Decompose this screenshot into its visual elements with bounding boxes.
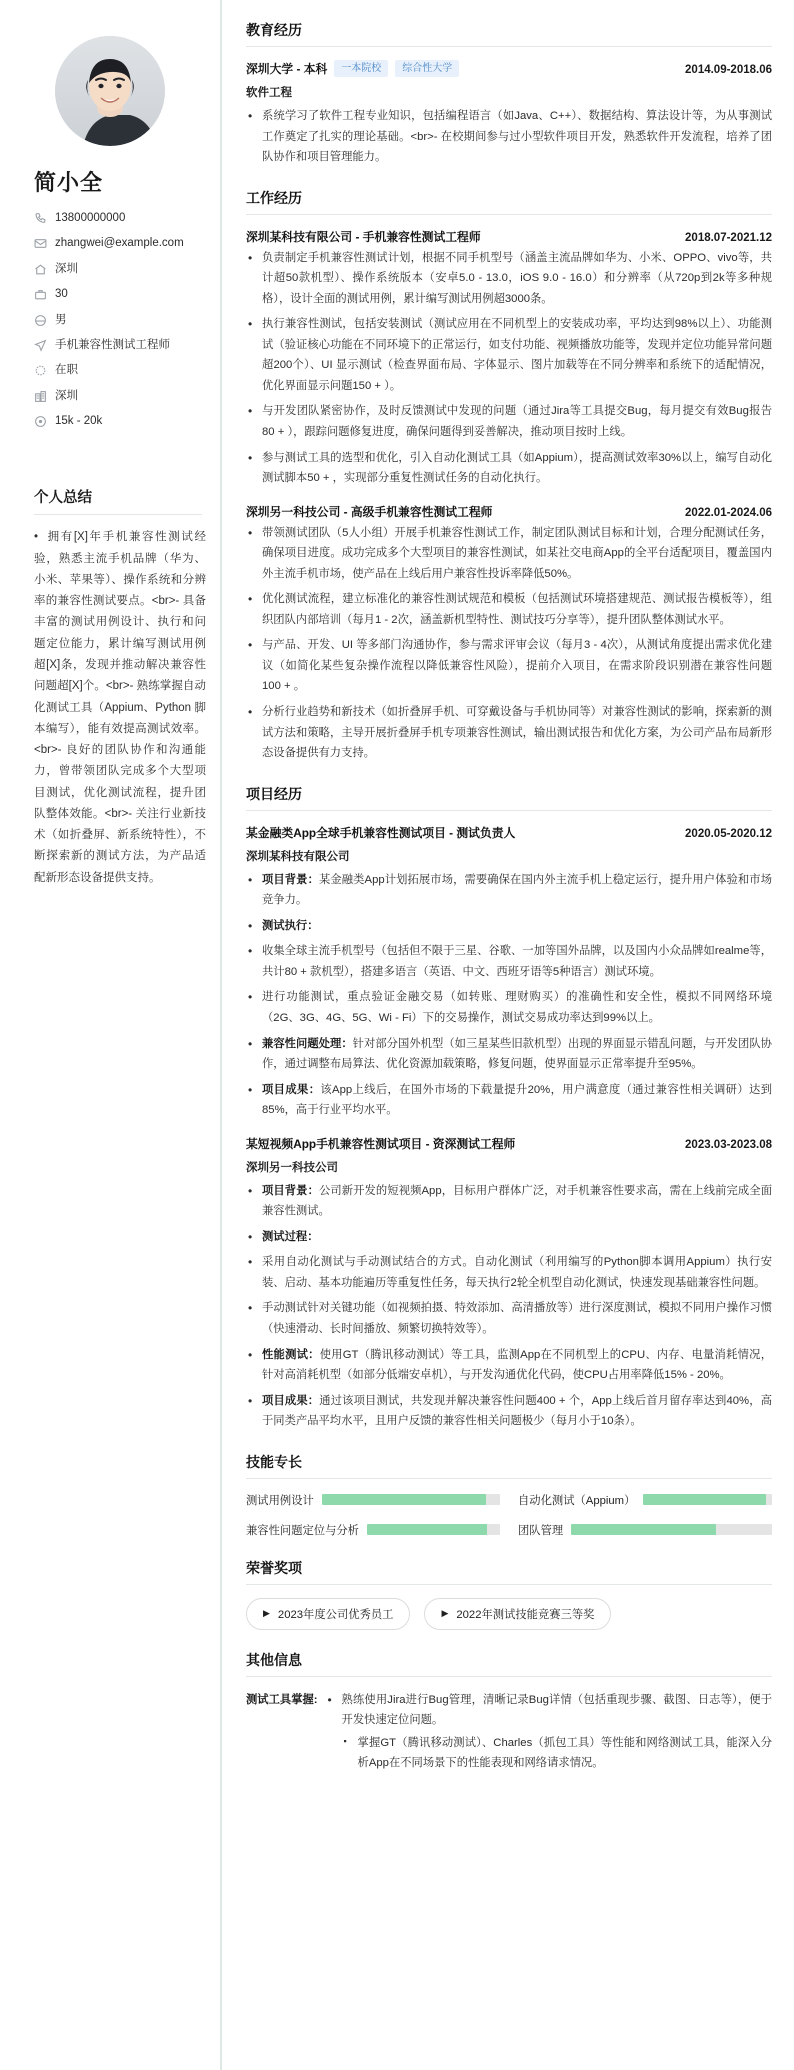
project-date: 2023.03-2023.08 — [685, 1138, 772, 1151]
bullet: • 与产品、开发、UI 等多部门沟通协作，参与需求评审会议（每月3 - 4次），从测试角度提出需求优化建议（如简化某些复杂操作流程以降低兼容性风险），提前介入项目，在需求阶段识别潜在兼容性问题100 + 。 — [246, 635, 772, 697]
position-icon — [34, 339, 47, 352]
award-chip[interactable] — [424, 1598, 611, 1630]
bullet: • 进行功能测试，重点验证金融交易（如转账、理财购买）的准确性和安全性，模拟不同网络环境（2G、3G、4G、5G、Wi - Fi）下的交易操作，测试交易成功率达到99%以上。 — [246, 987, 772, 1028]
work-entry — [246, 503, 772, 764]
bullet: • 测试过程： — [246, 1227, 772, 1248]
skill-fill — [571, 1524, 716, 1535]
gender-icon — [34, 314, 47, 327]
project-entry — [246, 824, 772, 1121]
skill-row — [246, 1492, 500, 1508]
work-entry-head — [246, 503, 772, 520]
info-value: zhangwei@example.com — [55, 237, 184, 250]
info-value: 在职 — [55, 364, 78, 377]
avatar-photo-icon — [55, 36, 165, 146]
school-tag-2: 综合性大学 — [395, 60, 459, 77]
project-bullets — [246, 1181, 772, 1432]
info-value: 15k - 20k — [55, 415, 103, 427]
project-date: 2020.05-2020.12 — [685, 827, 772, 840]
work-date: 2018.07-2021.12 — [685, 231, 772, 244]
status-icon — [34, 364, 47, 377]
skill-bar — [571, 1524, 772, 1535]
age-icon — [34, 288, 47, 301]
summary-section-title: 个人总结 — [34, 486, 202, 515]
awards-row — [246, 1598, 772, 1630]
bullet: • 测试执行： — [246, 916, 772, 937]
project-org: 深圳另一科技公司 — [246, 1161, 338, 1174]
other-info-body — [326, 1690, 772, 1774]
summary-text: • 拥有[X]年手机兼容性测试经验，熟悉主流手机品牌（华为、小米、苹果等）、操作系统和分辨率的兼容性测试要点。<br>- 具备丰富的测试用例设计、执行和问题定位能力，累计编写测试用例超[X]条，发现并推动解决兼容性问题超[X]个。<br>- 熟练掌握自动化测试工具（Appium、Python 脚本编写），能有效提高测试效率。<br>- 良好的团队协作和沟通能力，曾带领团队完成多个大型项目测试，优化测试流程，提升团队整体效能。<br>- 关注行业新技术（如折叠屏、新系统特性），不断探索新的测试方法，为产品适配新形态设备提供支持。 — [34, 531, 206, 884]
other-info-label: 测试工具掌握: — [246, 1693, 318, 1706]
bullet: • 项目成果：通过该项目测试，共发现并解决兼容性问题400 + 个，App上线后首月留存率达到40%，高于同类产品平均水平，且用户反馈的兼容性相关问题极少（每月小于10条）。 — [246, 1391, 772, 1432]
education-major: 软件工程 — [246, 87, 292, 99]
info-row-hometown — [34, 262, 202, 276]
sub-bullet: ▪ 掌握GT（腾讯移动测试）、Charles（抓包工具）等性能和网络测试工具，能深入分析App在不同场景下的性能表现和网络请求情况。 — [344, 1733, 772, 1774]
play-triangle-icon: ▶ — [263, 1608, 270, 1619]
candidate-name: 简小全 — [34, 170, 104, 195]
bullet: • 优化测试流程，建立标准化的兼容性测试规范和模板（包括测试环境搭建规范、测试报告模板等），组织团队内部培训（每月1 - 2次，涵盖新机型特性、测试技巧分享等），提升团队整体测试水平。 — [246, 589, 772, 630]
education-date: 2014.09-2018.06 — [685, 64, 772, 76]
city-icon — [34, 390, 47, 403]
section-awards — [246, 1558, 772, 1630]
work-company: 深圳另一科技公司 - 高级手机兼容性测试工程师 — [246, 504, 493, 519]
section-title-awards: 荣誉奖项 — [246, 1558, 772, 1585]
project-bullets — [246, 870, 772, 1121]
section-projects — [246, 784, 772, 1432]
bullet: • 项目成果：该App上线后，在国外市场的下载量提升20%，用户满意度（通过兼容性相关调研）达到85%，高于行业平均水平。 — [246, 1080, 772, 1121]
bullet: • 项目背景：公司新开发的短视频App，目标用户群体广泛，对手机兼容性要求高，需在上线前完成全面兼容性测试。 — [246, 1181, 772, 1222]
project-entry-head — [246, 824, 772, 841]
info-value: 男 — [55, 313, 67, 326]
section-title-skills: 技能专长 — [246, 1452, 772, 1479]
skill-name: 自动化测试（Appium） — [518, 1494, 636, 1507]
skill-row — [518, 1492, 772, 1508]
bullet: • 参与测试工具的选型和优化，引入自动化测试工具（如Appium），提高测试效率30%以上，编写自动化测试脚本50 + ，实现部分重复性测试任务的自动化执行。 — [246, 448, 772, 489]
school-tag-1: 一本院校 — [334, 60, 388, 77]
bullet: • 执行兼容性测试，包括安装测试（测试应用在不同机型上的安装成功率，平均达到98%以上）、功能测试（验证核心功能在不同环境下的正常运行，如支付功能、视频播放功能等，发现并定位功能异常问题超200个）、UI 显示测试（检查界面布局、字体显示、图片加载等在不同分辨率和系统下的适配情况，优化界面显示问题150 + ）。 — [246, 314, 772, 396]
info-value: 深圳 — [55, 262, 78, 275]
skill-fill — [367, 1524, 487, 1535]
sidebar — [0, 0, 220, 2070]
work-company: 深圳某科技有限公司 - 手机兼容性测试工程师 — [246, 229, 481, 244]
bullet: • 采用自动化测试与手动测试结合的方式。自动化测试（利用编写的Python脚本调用Appium）执行安装、启动、基本功能遍历等重复性任务，每天执行2轮全机型自动化测试，快速发现基础兼容性问题。 — [246, 1252, 772, 1293]
project-name: 某金融类App全球手机兼容性测试项目 - 测试负责人 — [246, 825, 516, 840]
section-work — [246, 188, 772, 764]
bullet: • 分析行业趋势和新技术（如折叠屏手机、可穿戴设备与手机协同等）对兼容性测试的影响，探索新的测试方法和策略，主导开展折叠屏手机专项兼容性测试，输出测试报告和优化方案，为公司产品布局新形态设备提供有力支持。 — [246, 702, 772, 764]
info-row-city — [34, 389, 202, 403]
work-bullets — [246, 523, 772, 764]
skill-fill — [643, 1494, 765, 1505]
info-row-salary — [34, 414, 202, 428]
home-icon — [34, 263, 47, 276]
project-name: 某短视频App手机兼容性测试项目 - 资深测试工程师 — [246, 1136, 516, 1151]
other-sub-bullets — [344, 1733, 772, 1774]
work-entry-head — [246, 228, 772, 245]
bullet: • 性能测试：使用GT（腾讯移动测试）等工具，监测App在不同机型上的CPU、内存、电量消耗情况，针对高消耗机型（如部分低端安卓机），与开发沟通优化代码，使CPU占用率降低15% - 20%。 — [246, 1345, 772, 1386]
skill-row — [246, 1522, 500, 1538]
info-row-phone — [34, 211, 202, 225]
bullet: • 带领测试团队（5人小组）开展手机兼容性测试工作，制定团队测试目标和计划，合理分配测试任务，确保项目进度。成功完成多个大型项目的兼容性测试，如某社交电商App的全平台适配项目，覆盖国内外主流手机市场，使产品在上线后用户兼容性投诉率降低50%。 — [246, 523, 772, 585]
info-row-gender — [34, 313, 202, 327]
info-row-age — [34, 287, 202, 301]
section-title-projects: 项目经历 — [246, 784, 772, 811]
skill-bar — [322, 1494, 500, 1505]
award-chip[interactable] — [246, 1598, 410, 1630]
skill-name: 兼容性问题定位与分析 — [246, 1524, 359, 1537]
bullet: • 熟练使用Jira进行Bug管理，清晰记录Bug详情（包括重现步骤、截图、日志等），便于开发快速定位问题。 — [326, 1690, 772, 1731]
work-bullets — [246, 248, 772, 489]
section-title-work: 工作经历 — [246, 188, 772, 215]
section-education — [246, 20, 772, 168]
info-value: 30 — [55, 288, 68, 301]
skill-name: 测试用例设计 — [246, 1494, 314, 1507]
avatar — [55, 36, 165, 146]
other-bullets — [326, 1690, 772, 1731]
play-triangle-icon: ▶ — [441, 1608, 449, 1619]
bullet: • 与开发团队紧密协作，及时反馈测试中发现的问题（通过Jira等工具提交Bug，每月提交有效Bug报告80 + ），跟踪问题修复进度，确保问题得到妥善解决，推动项目按时上线。 — [246, 401, 772, 442]
info-row-position — [34, 338, 202, 352]
skill-bar — [643, 1494, 772, 1505]
education-entry-head — [246, 60, 772, 77]
bullet: • 项目背景：某金融类App计划拓展市场，需要确保在国内外主流手机上稳定运行，提升用户体验和市场竞争力。 — [246, 870, 772, 911]
other-info-row — [246, 1690, 772, 1774]
section-title-other-info: 其他信息 — [246, 1650, 772, 1677]
skill-bar — [367, 1524, 500, 1535]
education-bullets — [246, 106, 772, 168]
section-skills — [246, 1452, 772, 1538]
education-entry — [246, 60, 772, 168]
info-value: 深圳 — [55, 389, 78, 402]
info-value: 手机兼容性测试工程师 — [55, 338, 170, 351]
info-value: 13800000000 — [55, 212, 126, 224]
email-icon — [34, 237, 47, 250]
section-title-education: 教育经历 — [246, 20, 772, 47]
work-date: 2022.01-2024.06 — [685, 506, 772, 519]
project-entry — [246, 1135, 772, 1432]
bullet: • 负责制定手机兼容性测试计划，根据不同手机型号（涵盖主流品牌如华为、小米、OPPO、vivo等，共计超50款机型）、操作系统版本（安卓5.0 - 13.0，iOS 9.0 - 16.0）和分辨率（从720p到2k等多种规格），设计全面的测试用例，累计编写测试用例超3000条。 — [246, 248, 772, 310]
bullet: • 系统学习了软件工程专业知识，包括编程语言（如Java、C++）、数据结构、算法设计等，为从事测试工作奠定了扎实的理论基础。<br>- 在校期间参与过小型软件项目开发，熟悉软件开发流程，培养了团队协作和项目管理能力。 — [246, 106, 772, 168]
award-label: 2023年度公司优秀员工 — [277, 1608, 394, 1621]
phone-icon — [34, 212, 47, 225]
project-entry-head — [246, 1135, 772, 1152]
education-title-group — [246, 60, 459, 77]
award-label: 2022年测试技能竞赛三等奖 — [456, 1608, 595, 1621]
contact-info-list — [18, 211, 202, 428]
skill-name: 团队管理 — [518, 1524, 564, 1537]
section-other-info — [246, 1650, 772, 1774]
project-org: 深圳某科技有限公司 — [246, 850, 350, 863]
bullet: • 手动测试针对关键功能（如视频拍摄、特效添加、高清播放等）进行深度测试，模拟不同用户操作习惯（快速滑动、长时间播放、频繁切换特效等）。 — [246, 1298, 772, 1339]
bullet: • 收集全球主流手机型号（包括但不限于三星、谷歌、一加等国外品牌，以及国内小众品牌如realme等，共计80 + 款机型），搭建多语言（英语、中文、西班牙语等5种语言）测试环境。 — [246, 941, 772, 982]
skills-grid — [246, 1492, 772, 1538]
main-content — [220, 0, 794, 2070]
skill-row — [518, 1522, 772, 1538]
info-row-email — [34, 236, 202, 250]
bullet: • 兼容性问题处理：针对部分国外机型（如三星某些旧款机型）出现的界面显示错乱问题，与开发团队协作，通过调整布局算法、优化资源加载策略，修复问题，使界面显示正常率提升至95%。 — [246, 1034, 772, 1075]
summary-body: 拥有[X]年手机兼容性测试经验，熟悉主流手机品牌（华为、小米、苹果等）、操作系统和分辨率的兼容性测试要点。<br>- 具备丰富的测试用例设计、执行和问题定位能力，累计编写测试用例超[X]条，发现并推动解决兼容性问题超[X]个。<br>- 熟练掌握自动化测试工具（Appium、Python 脚本编写），能有效提高测试效率。<br>- 良好的团队协作和沟通能力，曾带领团队完成多个大型项目测试，优化测试流程，提升团队整体效能。<br>- 关注行业新技术（如折叠屏、新系统特性），不断探索新的测试方法，为产品适配新形态设备提供支持。 — [34, 531, 206, 884]
work-entry — [246, 228, 772, 489]
info-row-status — [34, 363, 202, 377]
skill-fill — [322, 1494, 486, 1505]
salary-icon — [34, 415, 47, 428]
school-name: 深圳大学 - 本科 — [246, 62, 328, 76]
